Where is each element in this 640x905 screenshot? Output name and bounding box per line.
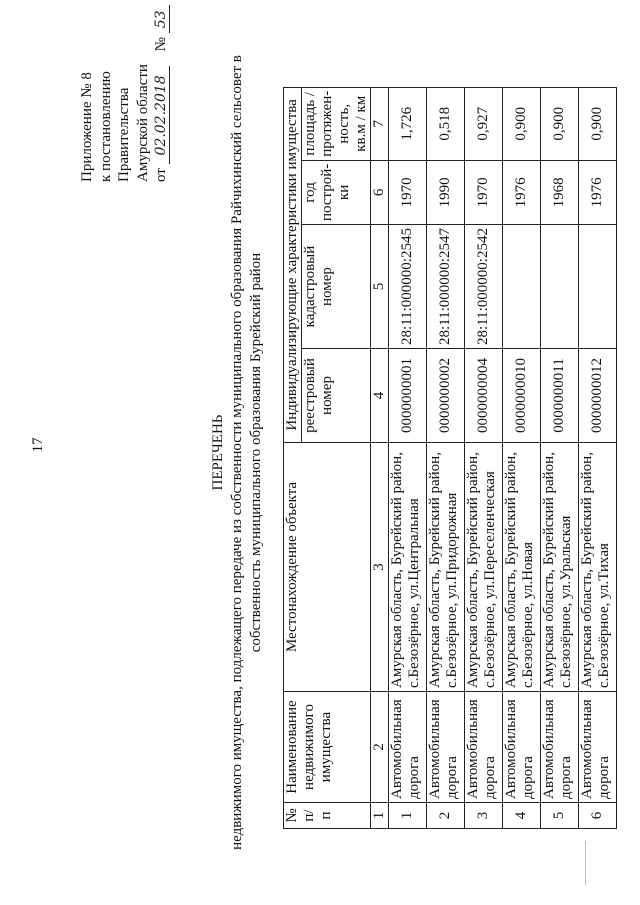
table-row (579, 87, 617, 828)
row-year: 1976 (503, 160, 541, 224)
row-location-line-1: Амурская область, Бурейский район, (541, 452, 557, 688)
row-location (579, 443, 617, 692)
row-location-line-1: Амурская область, Бурейский район, (503, 452, 519, 688)
row-num: 5 (541, 803, 579, 829)
row-cadastral: 28:11:000000:2547 (427, 225, 465, 349)
row-year: 1976 (579, 160, 617, 224)
row-location-line-2: с.Безозёрное, ул.Придорожная (444, 492, 460, 688)
appendix-block (78, 0, 171, 182)
row-location (503, 443, 541, 692)
row-location (465, 443, 503, 692)
column-number-row (371, 87, 389, 828)
row-num: 3 (465, 803, 503, 829)
row-location (427, 443, 465, 692)
property-table (283, 87, 617, 829)
row-name: Автомобильная дорога (503, 692, 541, 803)
header-area: площадь / протяжен-ность, кв.м / км (302, 87, 371, 160)
row-area: 0,900 (541, 87, 579, 160)
col-number: 3 (371, 443, 389, 692)
row-registry: 0000000004 (465, 349, 503, 443)
table-row (503, 87, 541, 828)
header-name: Наименование недвижимого имущества (284, 692, 371, 803)
row-num: 2 (427, 803, 465, 829)
row-year: 1970 (465, 160, 503, 224)
col-number: 4 (371, 349, 389, 443)
appendix-line-2: к постановлению Правительства (97, 71, 132, 182)
row-num: 4 (503, 803, 541, 829)
row-registry: 0000000002 (427, 349, 465, 443)
col-number: 5 (371, 225, 389, 349)
row-year: 1970 (389, 160, 427, 224)
row-registry: 0000000001 (389, 349, 427, 443)
col-number: 7 (371, 87, 389, 160)
header-characteristics-group: Индивидуализирующие характеристики имущества (284, 87, 302, 442)
appendix-number: 53 (153, 5, 170, 33)
document-subtitle-line-2: собственность муниципального образования Бурейский район (248, 252, 264, 653)
appendix-line-3: Амурской области (134, 64, 151, 182)
table-row (541, 87, 579, 828)
document-subtitle-line-1: недвижимого имущества, подлежащего передаче из собственности муниципального образования Райчихинский сельсовет в (229, 55, 245, 850)
col-number: 6 (371, 160, 389, 224)
row-location-line-1: Амурская область, Бурейский район, (465, 452, 481, 688)
document-heading: ПЕРЕЧЕНЬ (210, 414, 226, 491)
row-area: 0,900 (579, 87, 617, 160)
row-cadastral: 28:11:000000:2542 (465, 225, 503, 349)
row-location-line-1: Амурская область, Бурейский район, (389, 452, 405, 688)
row-name: Автомобильная дорога (427, 692, 465, 803)
table-row (427, 87, 465, 828)
header-location: Местонахождение объекта (284, 443, 371, 692)
row-area: 0,927 (465, 87, 503, 160)
row-area: 1,726 (389, 87, 427, 160)
row-cadastral (541, 225, 579, 349)
appendix-date-line (152, 0, 171, 182)
header-year: год построй-ки (302, 160, 371, 224)
row-cadastral (579, 225, 617, 349)
header-num: № п/п (284, 803, 371, 829)
row-registry: 0000000012 (579, 349, 617, 443)
row-location-line-2: с.Безозёрное, ул.Тихая (596, 543, 612, 688)
row-location-line-2: с.Безозёрное, ул.Центральная (406, 498, 422, 688)
row-name: Автомобильная дорога (465, 692, 503, 803)
row-location-line-1: Амурская область, Бурейский район, (579, 452, 595, 688)
row-name: Автомобильная дорога (389, 692, 427, 803)
row-area: 0,900 (503, 87, 541, 160)
page-number: 17 (30, 437, 46, 453)
row-num: 6 (579, 803, 617, 829)
table-row (465, 87, 503, 828)
row-name: Автомобильная дорога (579, 692, 617, 803)
appendix-date: 02.02.2018 (153, 66, 170, 164)
table-row (389, 87, 427, 828)
col-number: 2 (371, 692, 389, 803)
appendix-from-label: от (153, 168, 169, 182)
header-cadastral: кадастровый номер (302, 225, 371, 349)
appendix-number-label: № (153, 37, 169, 52)
header-registry: реестровый номер (302, 349, 371, 443)
col-number: 1 (371, 803, 389, 829)
binding-mark (585, 841, 586, 885)
row-year: 1968 (541, 160, 579, 224)
row-cadastral: 28:11:000000:2545 (389, 225, 427, 349)
row-location-line-2: с.Безозёрное, ул.Уральская (558, 515, 574, 688)
row-registry: 0000000010 (503, 349, 541, 443)
row-location-line-2: с.Безозёрное, ул.Новая (520, 541, 536, 688)
row-cadastral (503, 225, 541, 349)
row-location (541, 443, 579, 692)
row-location-line-2: с.Безозёрное, ул.Переселенческая (482, 471, 498, 688)
row-location-line-1: Амурская область, Бурейский район, (427, 452, 443, 688)
row-year: 1990 (427, 160, 465, 224)
row-num: 1 (389, 803, 427, 829)
row-location (389, 443, 427, 692)
row-area: 0,518 (427, 87, 465, 160)
appendix-line-1: Приложение № 8 (79, 72, 95, 182)
row-registry: 0000000011 (541, 349, 579, 443)
row-name: Автомобильная дорога (541, 692, 579, 803)
